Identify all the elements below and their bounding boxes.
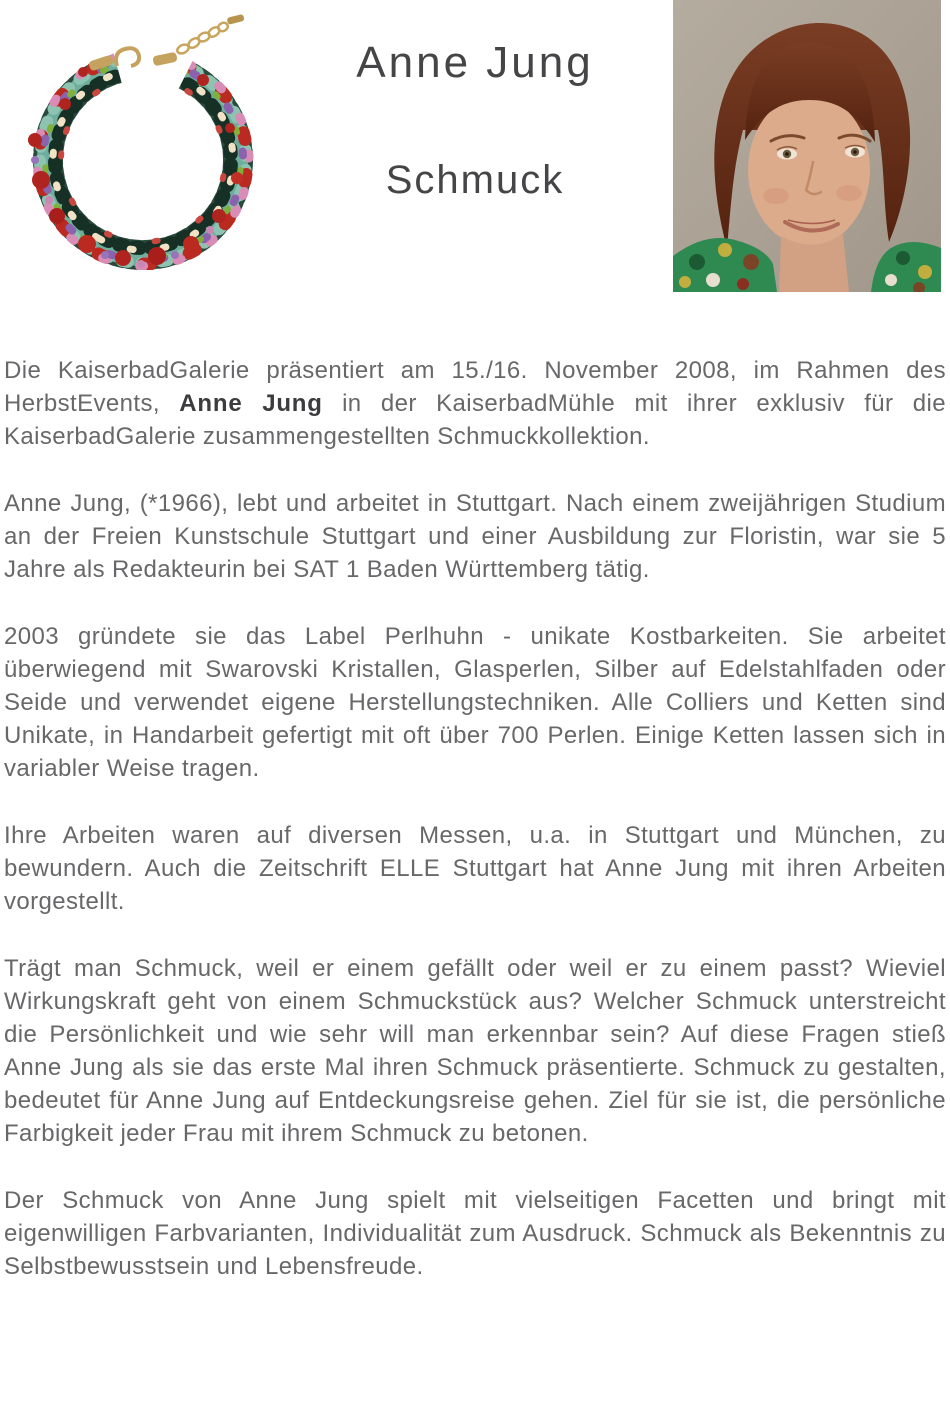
intro-paragraph — [4, 354, 946, 453]
cheek — [836, 185, 862, 201]
paragraph-label-perlhuhn: 2003 gründete sie das Label Perlhuhn - unikate Kostbarkeiten. Sie arbeitet überwiegend mit Swarovski Kristallen, Glasperlen, Silber auf Edelstahlfaden oder Seide und verwendet eigene Herstellungstechniken. Alle Colliers und Ketten sind Unikate, in Handarbeit gefertigt mit oft über 700 Perlen. Einige Ketten lassen sich in variabler Weise tragen. — [4, 623, 946, 782]
article-body — [0, 292, 950, 1283]
intro-text-after: in der KaiserbadMühle mit ihrer exklusiv für die KaiserbadGalerie zusammengestellten Schmuckkollektion. — [4, 390, 946, 450]
paragraph-exhibitions: Ihre Arbeiten waren auf diversen Messen, u.a. in Stuttgart und München, zu bewundern. Auch die Zeitschrift ELLE Stuttgart hat Anne Jung mit ihren Arbeiten vorgestellt. — [4, 822, 946, 915]
page-title: Anne Jung — [356, 38, 594, 87]
paragraph-philosophy: Trägt man Schmuck, weil er einem gefällt oder weil er zu einem passt? Wieviel Wirkungskraft geht von einem Schmuckstück aus? Welcher Schmuck unterstreicht die Persönlichkeit und wie sehr will man erkennbar sein? Auf diese Fragen stieß Anne Jung als sie das erste Mal ihren Schmuck präsentierte. Schmuck zu gestalten, bedeutet für Anne Jung auf Entdeckungsreise gehen. Ziel für sie ist, die persönliche Farbigkeit jeder Frau mit ihrem Schmuck zu betonen. — [4, 955, 946, 1147]
intro-text-before: Die KaiserbadGalerie präsentiert am 15./16. November 2008, im Rahmen des HerbstEvents, — [4, 357, 946, 417]
header — [0, 0, 950, 292]
cheek — [763, 188, 789, 204]
necklace-photo — [5, 8, 280, 270]
paragraph-biography: Anne Jung, (*1966), lebt und arbeitet in Stuttgart. Nach einem zweijährigen Studium an der Freien Kunstschule Stuttgart und einer Ausbildung zur Floristin, war sie 5 Jahre als Redakteurin bei SAT 1 Baden Württemberg tätig. — [4, 490, 946, 583]
page-subtitle: Schmuck — [385, 158, 565, 202]
title-block — [300, 0, 650, 203]
necklace-illustration — [5, 8, 280, 270]
portrait-photo — [673, 0, 941, 292]
portrait-illustration — [673, 0, 941, 292]
artist-name-bold: Anne Jung — [179, 390, 323, 417]
paragraph-closing: Der Schmuck von Anne Jung spielt mit vielseitigen Facetten und bringt mit eigenwilligen Farbvarianten, Individualität zum Ausdruck. Schmuck als Bekenntnis zu Selbstbewusstsein und Lebensfreude. — [4, 1187, 946, 1280]
